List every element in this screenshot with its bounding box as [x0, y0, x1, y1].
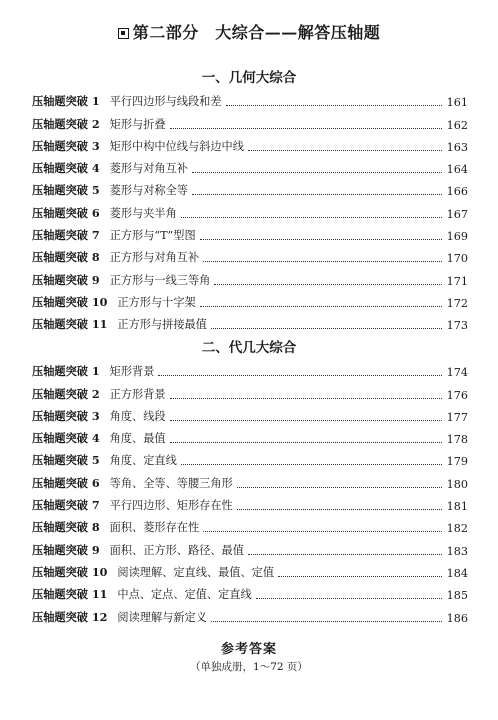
toc-entry-title: 平行四边形与线段和差 — [109, 95, 222, 109]
dot-leader — [181, 217, 442, 218]
toc-entry-title: 正方形与对角互补 — [109, 251, 200, 265]
toc-entry — [32, 513, 468, 535]
dot-leader — [248, 150, 442, 151]
toc-entry-title: 中点、定点、定值、定直线 — [117, 588, 252, 602]
toc-entry-page: 162 — [446, 118, 468, 132]
toc-entry — [32, 132, 468, 154]
toc-entry — [32, 402, 468, 424]
toc-entry-label: 压轴题突破 1 — [32, 94, 100, 109]
toc-entry — [32, 87, 468, 109]
toc-entry-label: 压轴题突破 7 — [32, 228, 100, 243]
toc-entry-title: 阅读理解、定直线、最值、定值 — [117, 565, 275, 579]
toc-entry — [32, 468, 468, 490]
dot-leader — [256, 598, 442, 599]
toc-entry-label: 压轴题突破 1 — [32, 364, 100, 379]
toc-entry-label: 压轴题突破 9 — [32, 542, 100, 557]
dot-leader — [170, 442, 442, 443]
toc-entry-label: 压轴题突破 12 — [32, 609, 108, 624]
toc-entry — [32, 198, 468, 220]
toc-entry-title: 菱形与对称全等 — [109, 184, 188, 198]
toc-entry-label: 压轴题突破 6 — [32, 475, 100, 490]
toc-entry-page: 177 — [446, 410, 468, 424]
toc-entry-title: 角度、最值 — [109, 432, 166, 446]
dot-leader — [170, 398, 442, 399]
toc-entry-label: 压轴题突破 4 — [32, 161, 100, 176]
toc-entry-page: 163 — [446, 140, 468, 154]
toc-entry-page: 171 — [446, 274, 468, 288]
toc-entry-title: 平行四边形、矩形存在性 — [109, 499, 233, 513]
toc-entry-label: 压轴题突破 10 — [32, 564, 108, 579]
toc-entry-page: 170 — [446, 252, 468, 266]
toc-entry-label: 压轴题突破 5 — [32, 453, 100, 468]
dot-leader — [226, 105, 442, 106]
part-title — [0, 20, 498, 43]
toc-entry-page: 178 — [446, 433, 468, 447]
toc-list-algebra-geometry — [32, 357, 468, 625]
dot-leader — [200, 306, 442, 307]
toc-entry-page: 166 — [446, 185, 468, 199]
dot-leader — [158, 375, 442, 376]
toc-entry-page: 179 — [446, 455, 468, 469]
toc-entry-label: 压轴题突破 9 — [32, 272, 100, 287]
toc-entry — [32, 424, 468, 446]
toc-entry-title: 菱形与夹半角 — [109, 206, 177, 220]
square-bullet-icon — [118, 28, 129, 39]
toc-entry — [32, 154, 468, 176]
toc-entry-label: 压轴题突破 10 — [32, 294, 108, 309]
toc-entry-label: 压轴题突破 8 — [32, 250, 100, 265]
section-title-algebra-geometry: 二、代几大综合 — [201, 340, 297, 356]
toc-entry — [32, 446, 468, 468]
toc-entry — [32, 558, 468, 580]
toc-entry-page: 184 — [446, 566, 468, 580]
toc-entry — [32, 580, 468, 602]
toc-entry-label: 压轴题突破 11 — [32, 587, 108, 602]
toc-entry-title: 阅读理解与新定义 — [117, 610, 207, 624]
toc-entry-page: 181 — [446, 500, 468, 514]
toc-entry-label: 压轴题突破 2 — [32, 116, 100, 131]
toc-entry-title: 正方形与十字架 — [117, 295, 196, 309]
dot-leader — [192, 194, 442, 195]
dot-leader — [200, 239, 442, 240]
toc-entry-title: 矩形背景 — [109, 365, 155, 379]
dot-leader — [181, 464, 442, 465]
toc-entry — [32, 310, 468, 332]
dot-leader — [278, 576, 442, 577]
dot-leader — [237, 509, 442, 510]
toc-entry — [32, 109, 468, 131]
toc-entry-title: 正方形与“T”型图 — [109, 229, 196, 243]
toc-entry-title: 等角、全等、等腰三角形 — [109, 476, 233, 490]
toc-entry-label: 压轴题突破 6 — [32, 205, 100, 220]
toc-entry-label: 压轴题突破 2 — [32, 386, 100, 401]
toc-entry-page: 161 — [446, 96, 468, 110]
toc-entry — [32, 176, 468, 198]
toc-list-geometry — [32, 87, 468, 332]
toc-entry — [32, 602, 468, 624]
toc-entry-page: 176 — [446, 388, 468, 402]
toc-entry-title: 正方形与拼接最值 — [117, 318, 207, 332]
answers-title: 参考答案 — [220, 642, 277, 657]
toc-entry — [32, 265, 468, 287]
dot-leader — [248, 554, 442, 555]
toc-entry — [32, 535, 468, 557]
toc-entry — [32, 221, 468, 243]
toc-entry — [32, 243, 468, 265]
toc-entry-label: 压轴题突破 5 — [32, 183, 100, 198]
dot-leader — [237, 487, 442, 488]
dot-leader — [170, 420, 442, 421]
toc-entry-page: 182 — [446, 522, 468, 536]
toc-entry — [32, 357, 468, 379]
toc-entry-title: 矩形与折叠 — [109, 117, 166, 131]
toc-entry-title: 正方形与一线三等角 — [109, 273, 211, 287]
toc-entry-title: 面积、菱形存在性 — [109, 521, 200, 535]
dot-leader — [203, 261, 442, 262]
dot-leader — [211, 328, 442, 329]
toc-entry-label: 压轴题突破 8 — [32, 520, 100, 535]
toc-entry-title: 正方形背景 — [109, 387, 166, 401]
dot-leader — [203, 531, 442, 532]
toc-entry-page: 164 — [446, 163, 468, 177]
toc-entry — [32, 491, 468, 513]
toc-entry-title: 菱形与对角互补 — [109, 162, 188, 176]
toc-entry-page: 186 — [446, 611, 468, 625]
answers-note: （单独成册，1～72 页） — [190, 661, 308, 673]
toc-entry-label: 压轴题突破 11 — [32, 317, 108, 332]
dot-leader — [214, 284, 442, 285]
toc-entry-label: 压轴题突破 3 — [32, 408, 100, 423]
toc-entry-page: 167 — [446, 207, 468, 221]
toc-entry-title: 矩形中构中位线与斜边中线 — [109, 139, 244, 153]
toc-entry — [32, 288, 468, 310]
toc-entry-label: 压轴题突破 4 — [32, 431, 100, 446]
part-title-text: 第二部分 大综合——解答压轴题 — [132, 23, 381, 42]
dot-leader — [170, 128, 442, 129]
toc-entry — [32, 379, 468, 401]
dot-leader — [192, 172, 442, 173]
toc-entry-page: 169 — [446, 230, 468, 244]
toc-entry-title: 角度、线段 — [109, 409, 166, 423]
toc-entry-page: 183 — [446, 544, 468, 558]
toc-entry-page: 185 — [446, 589, 468, 603]
dot-leader — [211, 621, 442, 622]
toc-entry-label: 压轴题突破 7 — [32, 498, 100, 513]
toc-entry-title: 角度、定直线 — [109, 454, 177, 468]
toc-entry-page: 174 — [446, 366, 468, 380]
section-title-geometry: 一、几何大综合 — [201, 70, 297, 86]
toc-entry-page: 172 — [446, 296, 468, 310]
toc-entry-page: 180 — [446, 477, 468, 491]
toc-entry-label: 压轴题突破 3 — [32, 138, 100, 153]
toc-entry-title: 面积、正方形、路径、最值 — [109, 543, 244, 557]
toc-entry-page: 173 — [446, 319, 468, 333]
